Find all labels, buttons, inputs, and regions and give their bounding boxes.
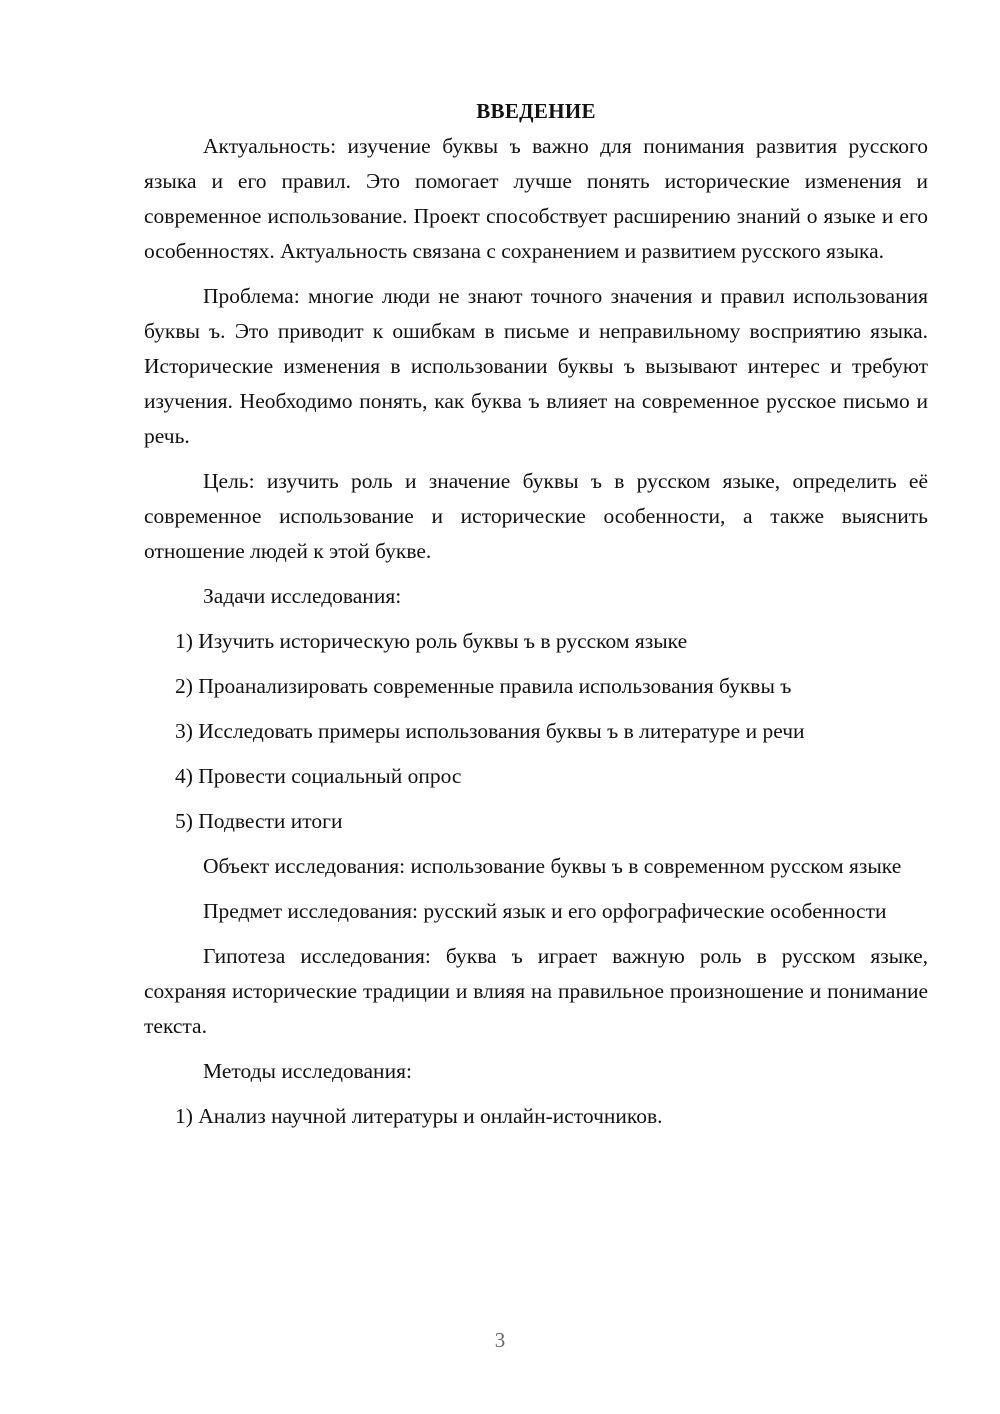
problem-paragraph: Проблема: многие люди не знают точного значения и правил использования буквы ъ. Это приводит к ошибкам в письме и неправильному восприятию языка. Исторические изменения в использовании буквы ъ вызывают интерес и требуют изучения. Необходимо понять, как буква ъ влияет на современное русское письмо и речь.	[144, 284, 928, 448]
subject-paragraph: Предмет исследования: русский язык и его орфографические особенности	[203, 899, 887, 923]
page-number: 3	[494, 1328, 506, 1352]
tasks-list	[144, 624, 928, 839]
list-item: 2) Проанализировать современные правила использования буквы ъ	[175, 674, 792, 698]
object-paragraph: Объект исследования: использование буквы ъ в современном русском языке	[203, 854, 902, 878]
methods-list	[144, 1099, 928, 1134]
document-page	[144, 94, 928, 1144]
hypothesis-paragraph: Гипотеза исследования: буква ъ играет важную роль в русском языке, сохраняя исторические традиции и влияя на правильное произношение и понимание текста.	[144, 944, 928, 1038]
list-item: 1) Изучить историческую роль буквы ъ в русском языке	[175, 629, 688, 653]
methods-heading: Методы исследования:	[203, 1059, 412, 1083]
tasks-heading: Задачи исследования:	[203, 584, 402, 608]
list-item: 3) Исследовать примеры использования буквы ъ в литературе и речи	[175, 719, 805, 743]
goal-paragraph: Цель: изучить роль и значение буквы ъ в русском языке, определить её современное использование и исторические особенности, а также выяснить отношение людей к этой букве.	[144, 469, 928, 563]
page-title: ВВЕДЕНИЕ	[476, 99, 596, 123]
list-item: 4) Провести социальный опрос	[175, 764, 462, 788]
relevance-paragraph: Актуальность: изучение буквы ъ важно для понимания развития русского языка и его правил. Это помогает лучше понять исторические изменения и современное использование. Проект способствует расширению знаний о языке и его особенностях. Актуальность связана с сохранением и развитием русского языка.	[144, 134, 928, 263]
list-item: 5) Подвести итоги	[175, 809, 343, 833]
list-item: 1) Анализ научной литературы и онлайн-источников.	[175, 1104, 663, 1128]
